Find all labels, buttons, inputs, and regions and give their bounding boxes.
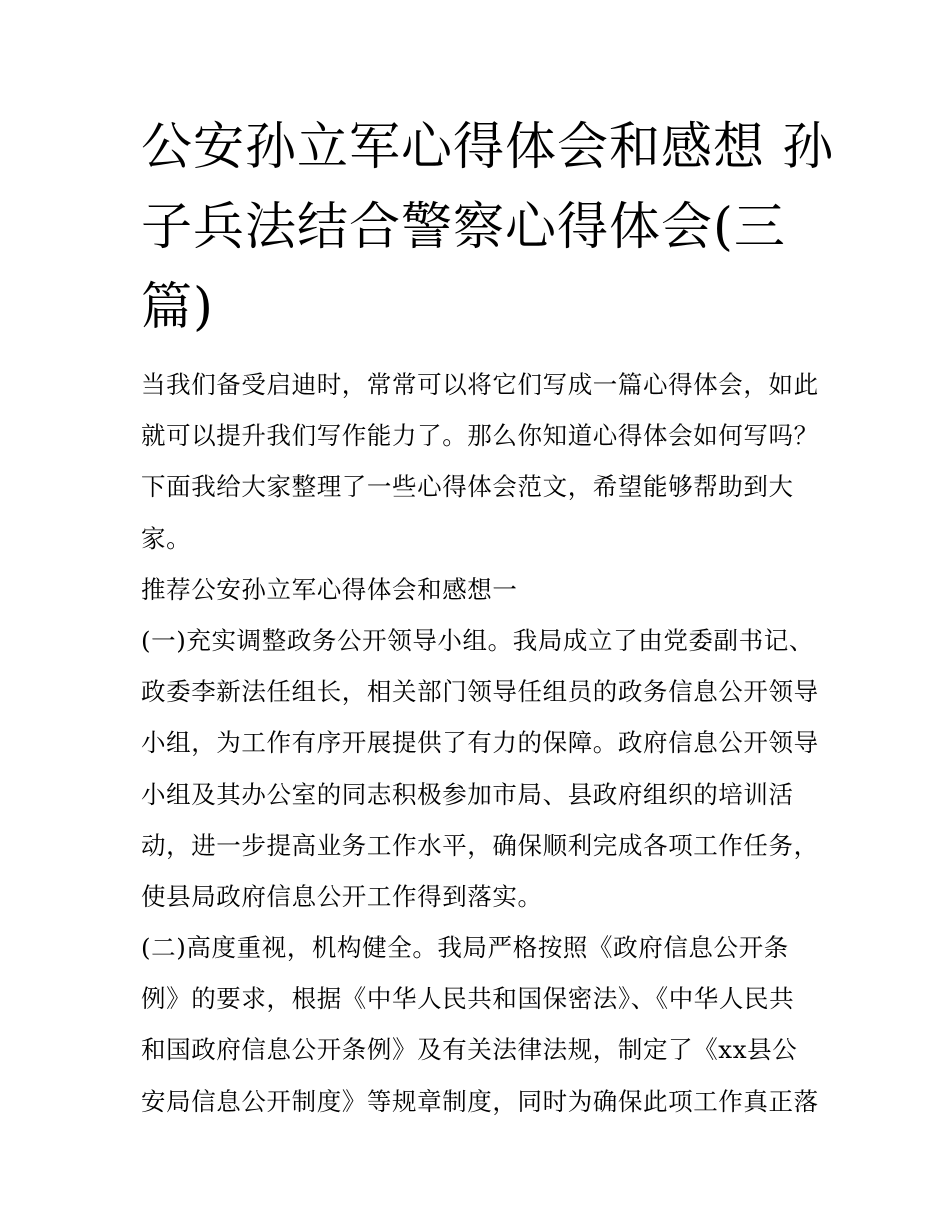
- paragraph-line: (一)充实调整政务公开领导小组。我局成立了由党委副书记、: [141, 625, 814, 655]
- intro-line: 家。: [141, 523, 192, 553]
- paragraph-line: 政委李新法任组长，相关部门领导任组员的政务信息公开领导: [141, 677, 819, 707]
- paragraph-line: 小组，为工作有序开展提供了有力的保障。政府信息公开领导: [141, 728, 819, 758]
- paragraph-line: 例》的要求，根据《中华人民共和国保密法》、《中华人民共: [141, 984, 795, 1014]
- paragraph-line: 使县局政府信息公开工作得到落实。: [141, 881, 543, 911]
- paragraph-line: 安局信息公开制度》等规章制度，同时为确保此项工作真正落: [141, 1086, 819, 1116]
- document-title: [141, 108, 835, 348]
- title-line: 子兵法结合警察心得体会(三: [141, 198, 786, 257]
- paragraph-line: 小组及其办公室的同志积极参加市局、县政府组织的培训活: [141, 779, 794, 809]
- paragraph-line: 动，进一步提高业务工作水平，确保顺利完成各项工作任务，: [141, 830, 819, 860]
- paragraph-line: 和国政府信息公开条例》及有关法律法规，制定了《xx县公: [141, 1035, 798, 1065]
- intro-line: 下面我给大家整理了一些心得体会范文，希望能够帮助到大: [141, 472, 794, 502]
- title-line: 公安孙立军心得体会和感想 孙: [141, 118, 835, 177]
- paragraph-line: (二)高度重视，机构健全。我局严格按照《政府信息公开条: [141, 933, 789, 963]
- intro-line: 当我们备受启迪时，常常可以将它们写成一篇心得体会，如此: [141, 370, 819, 399]
- title-line: 篇): [141, 278, 214, 337]
- section-heading: 推荐公安孙立军心得体会和感想一: [141, 574, 518, 604]
- intro-line: 就可以提升我们写作能力了。那么你知道心得体会如何写吗？: [141, 421, 819, 451]
- document-body: [141, 359, 831, 1127]
